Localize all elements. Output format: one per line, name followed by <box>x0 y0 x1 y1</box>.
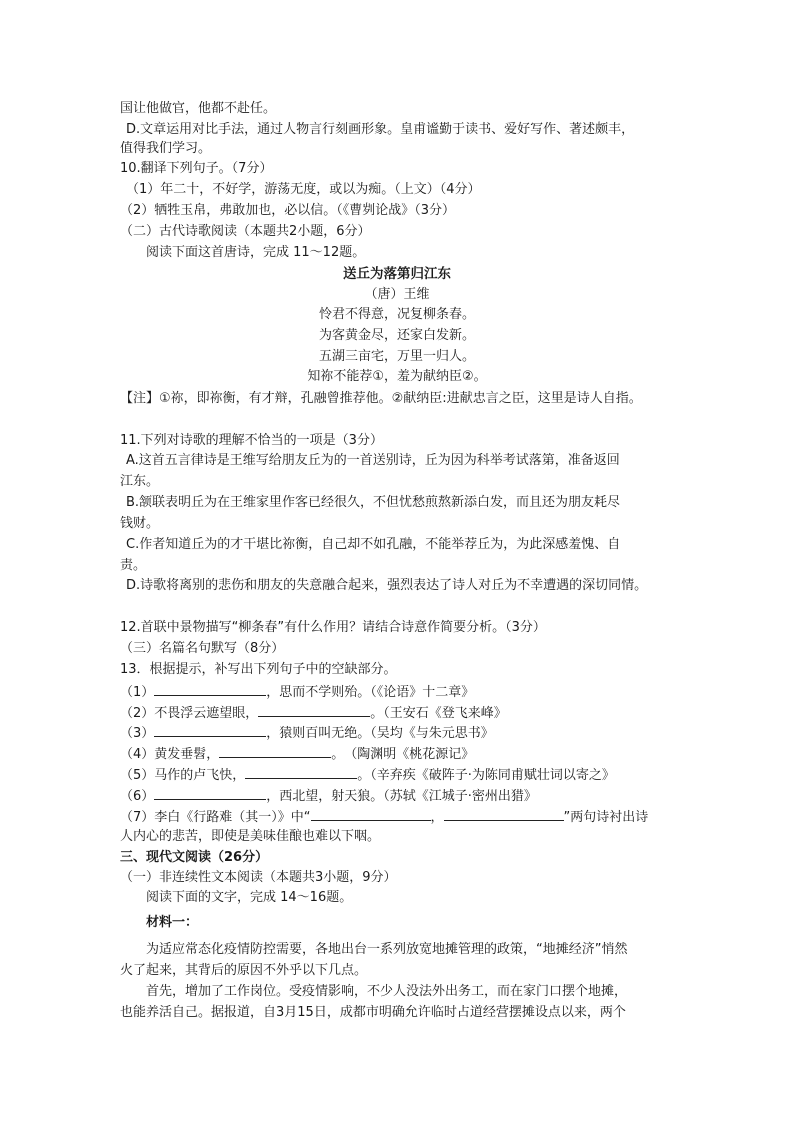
poem-line: 五湖三亩宅，万里一归人。 <box>318 349 475 364</box>
paragraph-line: 为适应常态化疫情防控需要，各地出台一系列放宽地摊管理的政策，“地摊经济”悄然 <box>146 942 628 957</box>
question-13: 13．根据提示，补写出下列句子中的空缺部分。 <box>120 662 397 677</box>
poem-note: 【注】①祢，即祢衡，有才辩，孔融曾推荐他。②献纳臣:进献忠言之臣，这里是诗人自指。 <box>120 391 642 406</box>
answer-blank[interactable] <box>245 765 357 779</box>
answer-blank[interactable] <box>154 786 266 800</box>
text-line: 人内心的悲苦，即使是美味佳酿也难以下咽。 <box>120 829 381 844</box>
section-heading: 三、现代文阅读（26分） <box>120 850 269 865</box>
section-heading: （二）古代诗歌阅读（本题共2小题，6分） <box>120 224 371 239</box>
answer-blank[interactable] <box>311 807 431 821</box>
section-heading: （一）非连续性文本阅读（本题共3小题，9分） <box>120 870 397 885</box>
poem-title: 送丘为落第归江东 <box>343 266 451 282</box>
question-11: 11.下列对诗歌的理解不恰当的一项是（3分） <box>120 433 383 448</box>
fill-item: （2）不畏浮云遮望眼， 。（王安石《登飞来峰》 <box>120 703 507 723</box>
fill-item: （4）黄发垂髫， 。 （陶渊明《桃花源记》 <box>120 744 474 764</box>
sub-question: （1）年二十，不好学，游荡无度，或以为痴。（上文）（4分） <box>126 182 481 197</box>
section-heading: （三）名篇名句默写（8分） <box>120 641 285 656</box>
fill-item: （1） ，思而不学则殆。（《论语》十二章》 <box>120 682 474 702</box>
text-line: 钱财。 <box>120 516 160 531</box>
option-b: B.颔联表明丘为在王维家里作客已经很久，不但忧愁煎熬新添白发，而且还为朋友耗尽 <box>126 495 621 510</box>
answer-blank[interactable] <box>219 744 331 758</box>
fill-item: （7）李白《行路难（其一）》中“ ， ”两句诗衬出诗 <box>120 807 648 827</box>
fill-item: （5）马作的卢飞快， 。（辛弃疾《破阵子·为陈同甫赋壮词以寄之》 <box>120 765 615 785</box>
instruction: 阅读下面这首唐诗，完成 11～12题。 <box>146 245 366 260</box>
paragraph-line: 火了起来，其背后的原因不外乎以下几点。 <box>120 963 368 978</box>
text-line: 江东。 <box>120 474 160 489</box>
sub-question: （2）牺牲玉帛，弗敢加也，必以信。（《曹刿论战》（3分） <box>120 203 456 218</box>
text-line: 责。 <box>120 558 147 573</box>
poem-line: 怜君不得意，况复柳条春。 <box>318 307 475 322</box>
question-12: 12.首联中景物描写“柳条春”有什么作用？请结合诗意作简要分析。（3分） <box>120 620 546 635</box>
text-line: 值得我们学习。 <box>120 141 212 156</box>
poem-line: 为客黄金尽，还家白发新。 <box>318 328 475 343</box>
answer-blank[interactable] <box>258 703 370 717</box>
answer-blank[interactable] <box>154 682 266 696</box>
material-heading: 材料一： <box>146 915 199 930</box>
answer-blank[interactable] <box>154 723 266 737</box>
option-c: C.作者知道丘为的才干堪比祢衡，自己却不如孔融，不能举荐丘为，为此深感羞愧、自 <box>126 537 621 552</box>
text-line: 国让他做官，他都不赴任。 <box>120 101 277 116</box>
paragraph-line: 首先，增加了工作岗位。受疫情影响，不少人没法外出务工，而在家门口摆个地摊， <box>146 984 628 999</box>
question-10: 10.翻译下列句子。（7分） <box>120 161 273 176</box>
fill-item: （6） ，西北望，射天狼。（苏轼《江城子·密州出猎》 <box>120 786 537 806</box>
fill-item: （3） ，猿则百叫无绝。（吴均《与朱元思书》 <box>120 723 494 743</box>
option-a: A.这首五言律诗是王维写给朋友丘为的一首送别诗，丘为因为科举考试落第，准备返回 <box>126 453 620 468</box>
instruction: 阅读下面的文字，完成 14～16题。 <box>146 890 353 905</box>
poem-author: （唐）王维 <box>364 287 430 302</box>
option-d: D.诗歌将离别的悲伤和朋友的失意融合起来，强烈表达了诗人对丘为不幸遭遇的深切同情。 <box>126 578 648 593</box>
answer-blank[interactable] <box>444 807 564 821</box>
paragraph-line: 也能养活自己。据报道，自3月15日，成都市明确允许临时占道经营摆摊设点以来，两个 <box>120 1005 626 1020</box>
option-d: D.文章运用对比手法，通过人物言行刻画形象。皇甫谧勤于读书、爱好写作、著述颇丰， <box>126 122 635 137</box>
poem-line: 知祢不能荐①，羞为献纳臣②。 <box>307 369 487 384</box>
